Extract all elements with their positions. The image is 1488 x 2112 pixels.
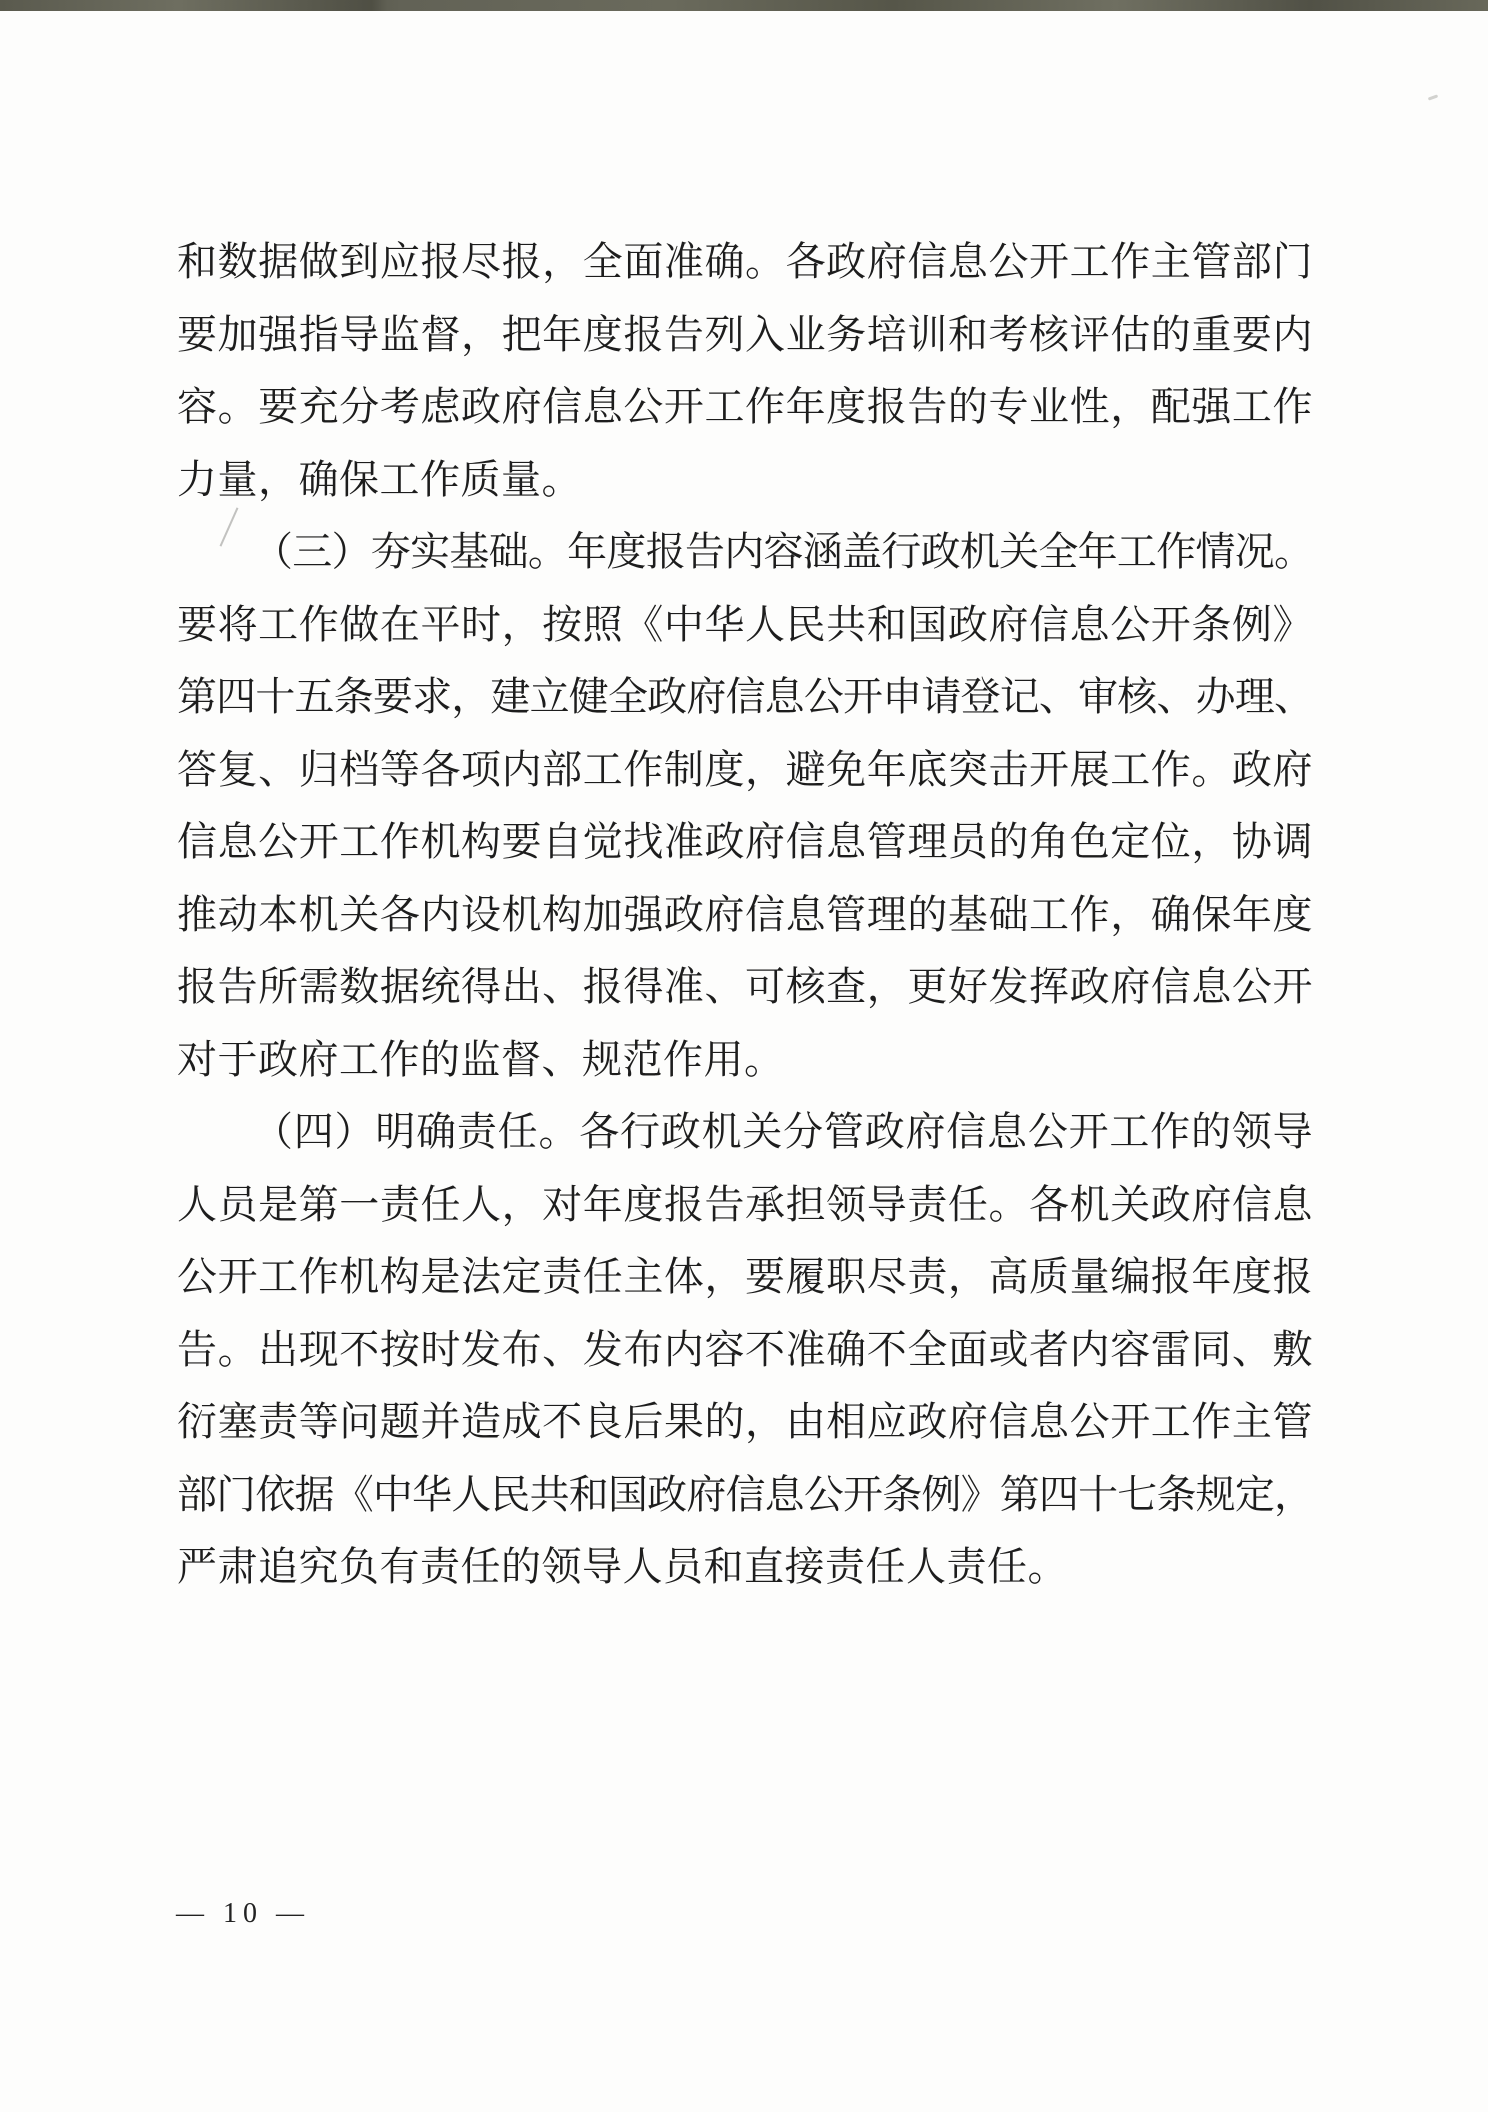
text-line: 人员是第一责任人，对年度报告承担领导责任。各机关政府信息 <box>177 1181 1313 1227</box>
text-line: 要加强指导监督，把年度报告列入业务培训和考核评估的重要内 <box>177 311 1313 357</box>
text-line: 告。出现不按时发布、发布内容不准确不全面或者内容雷同、敷 <box>177 1326 1313 1372</box>
text-line: 推动本机关各内设机构加强政府信息管理的基础工作，确保年度 <box>177 891 1313 937</box>
text-line: 公开工作机构是法定责任主体，要履职尽责，高质量编报年度报 <box>177 1254 1313 1299</box>
text-line: 力量，确保工作质量。 <box>177 456 582 502</box>
text-line: 和数据做到应报尽报，全面准确。各政府信息公开工作主管部门 <box>177 239 1313 284</box>
scan-artifact-top-edge <box>0 0 1488 11</box>
scan-artifact-speck <box>1428 94 1438 100</box>
text-line-paragraph-4-start: （四）明确责任。各行政机关分管政府信息公开工作的领导 <box>253 1109 1313 1154</box>
text-line: 部门依据《中华人民共和国政府信息公开条例》第四十七条规定， <box>177 1471 1313 1517</box>
text-line: 信息公开工作机构要自觉找准政府信息管理员的角色定位，协调 <box>177 819 1313 864</box>
page-number: — 10 — <box>176 1898 310 1929</box>
text-line: 第四十五条要求，建立健全政府信息公开申请登记、审核、办理、 <box>177 674 1313 719</box>
text-line: 对于政府工作的监督、规范作用。 <box>177 1036 785 1082</box>
text-line: 衍塞责等问题并造成不良后果的，由相应政府信息公开工作主管 <box>177 1399 1313 1444</box>
text-line: 严肃追究负有责任的领导人员和直接责任人责任。 <box>177 1544 1068 1589</box>
page-footer <box>176 1898 310 1930</box>
document-body <box>177 226 1313 1604</box>
text-line: 容。要充分考虑政府信息公开工作年度报告的专业性，配强工作 <box>177 384 1313 429</box>
text-line-paragraph-3-start: （三）夯实基础。年度报告内容涵盖行政机关全年工作情况。 <box>253 529 1313 574</box>
text-line: 要将工作做在平时，按照《中华人民共和国政府信息公开条例》 <box>177 601 1313 647</box>
text-line: 答复、归档等各项内部工作制度，避免年底突击开展工作。政府 <box>177 746 1313 792</box>
text-line: 报告所需数据统得出、报得准、可核查，更好发挥政府信息公开 <box>177 964 1313 1009</box>
